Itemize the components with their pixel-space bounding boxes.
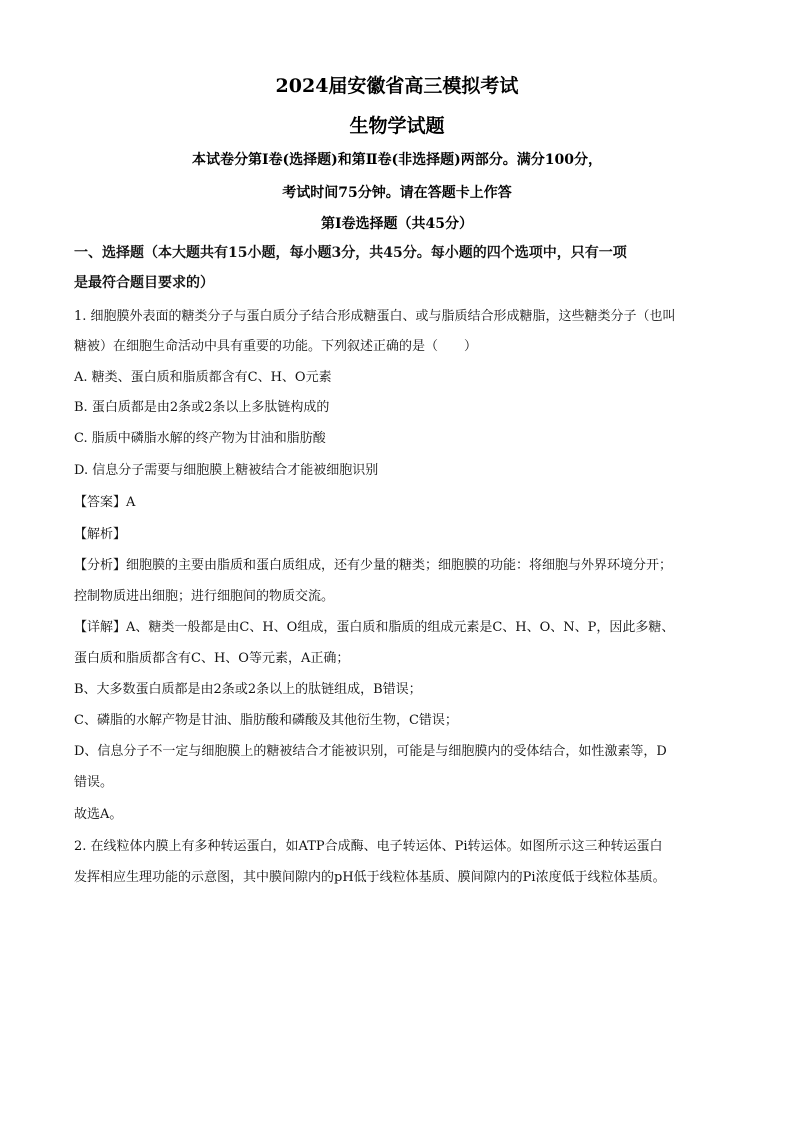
- question-1-detail-d-line-1: D、信息分子不一定与细胞膜上的糖被结合才能被识别，可能是与细胞膜内的受体结合，如性激素等，D: [74, 744, 667, 759]
- question-1-conclusion: 故选A。: [74, 807, 123, 822]
- question-1-detail-d-line-2: 错误。: [74, 775, 114, 790]
- question-1-option-a: A. 糖类、蛋白质和脂质都含有C、H、O元素: [74, 370, 332, 385]
- question-1-option-b: B. 蛋白质都是由2条或2条以上多肽链构成的: [74, 400, 330, 415]
- question-1-analysis-label: 【解析】: [74, 527, 127, 542]
- question-1-option-c: C. 脂质中磷脂水解的终产物为甘油和脂肪酸: [74, 431, 326, 446]
- question-1-stem-line-2: 糖被）在细胞生命活动中具有重要的功能。下列叙述正确的是（ ）: [74, 339, 478, 354]
- exam-note-1: 本试卷分第Ⅰ卷(选择题)和第Ⅱ卷(非选择题)两部分。满分100分，: [191, 152, 603, 168]
- part-heading: 第Ⅰ卷选择题（共45分）: [320, 216, 474, 232]
- exam-subtitle: 生物学试题: [349, 115, 445, 137]
- question-2-stem-line-2: 发挥相应生理功能的示意图，其中膜间隙内的pH低于线粒体基质、膜间隙内的Pi浓度低于线粒体基质。: [74, 870, 666, 885]
- question-1-option-d: D. 信息分子需要与细胞膜上糖被结合才能被细胞识别: [74, 463, 379, 478]
- question-1-answer: 【答案】A: [74, 495, 136, 510]
- question-1-fenxi-line-1: 【分析】细胞膜的主要由脂质和蛋白质组成，还有少量的糖类；细胞膜的功能：将细胞与外界环境分开；: [74, 558, 673, 573]
- exam-note-2: 考试时间75分钟。请在答题卡上作答: [282, 185, 512, 201]
- section-heading-line-2: 是最符合题目要求的）: [74, 275, 214, 291]
- question-1-detail-line-2: 蛋白质和脂质都含有C、H、O等元素，A正确；: [74, 651, 350, 666]
- question-1-fenxi-line-2: 控制物质进出细胞；进行细胞间的物质交流。: [74, 589, 335, 604]
- question-1-detail-b: B、大多数蛋白质都是由2条或2条以上的肽链组成，B错误；: [74, 682, 422, 697]
- question-1-stem-line-1: 1. 细胞膜外表面的糖类分子与蛋白质分子结合形成糖蛋白、或与脂质结合形成糖脂，这些糖类分子（也叫: [74, 309, 676, 324]
- question-2-stem-line-1: 2. 在线粒体内膜上有多种转运蛋白，如ATP合成酶、电子转运体、Pi转运体。如图所示这三种转运蛋白: [74, 839, 663, 854]
- exam-title: 2024届安徽省高三模拟考试: [275, 75, 519, 97]
- question-1-detail-line-1: 【详解】A、糖类一般都是由C、H、O组成，蛋白质和脂质的组成元素是C、H、O、N、P，因此多糖、: [74, 620, 675, 635]
- section-heading-line-1: 一、选择题（本大题共有15小题，每小题3分，共45分。每小题的四个选项中，只有一项: [74, 245, 627, 261]
- question-1-detail-c: C、磷脂的水解产物是甘油、脂肪酸和磷酸及其他衍生物，C错误；: [74, 713, 458, 728]
